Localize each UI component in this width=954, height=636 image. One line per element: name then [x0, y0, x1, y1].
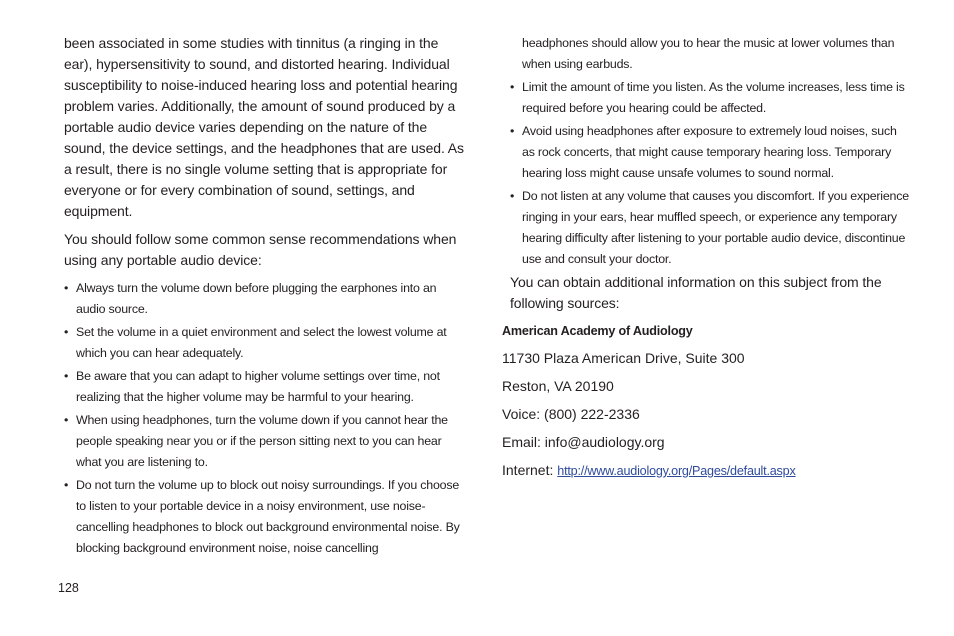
organization-name: American Academy of Audiology: [502, 324, 693, 338]
left-column: [64, 33, 464, 561]
organization-voice: Voice: (800) 222-2336: [502, 406, 640, 422]
list-item-text: When using headphones, turn the volume down if you cannot hear the people speaking near you or if the person sitting next to you can hear what you are listening to.: [76, 413, 448, 469]
internet-label: Internet:: [502, 462, 558, 478]
organization-city: Reston, VA 20190: [502, 378, 614, 394]
bullet-icon: •: [64, 478, 69, 492]
bullet-icon: •: [510, 189, 515, 203]
bullet-icon: •: [64, 281, 69, 295]
list-item: [64, 410, 464, 473]
bullet-icon: •: [510, 124, 515, 138]
list-item-text: Do not turn the volume up to block out noisy surroundings. If you choose to listen to your portable device in a noisy environment, use noise-cancelling headphones to block out background environmental noise. By blocking background environment noise, noise cancelling: [76, 478, 460, 555]
continuation-text: headphones should allow you to hear the music at lower volumes than when using earbuds.: [522, 36, 895, 71]
bullet-icon: •: [64, 369, 69, 383]
list-item: [502, 186, 912, 270]
recommendation-list-continued: [502, 77, 912, 270]
recommendation-paragraph: You should follow some common sense recommendations when using any portable audio device:: [64, 231, 457, 268]
list-item: [64, 366, 464, 408]
list-item: [64, 278, 464, 320]
list-item-text: Avoid using headphones after exposure to extremely loud noises, such as rock concerts, that might cause temporary hearing loss. Temporary hearing loss might cause unsafe volumes to sound normal.: [522, 124, 897, 180]
organization-street: 11730 Plaza American Drive, Suite 300: [502, 350, 745, 366]
list-item: [64, 475, 464, 559]
list-item-text: Be aware that you can adapt to higher volume settings over time, not realizing that the higher volume may be harmful to your hearing.: [76, 369, 440, 404]
list-item-text: Set the volume in a quiet environment and select the lowest volume at which you can hear adequately.: [76, 325, 447, 360]
list-item-text: Do not listen at any volume that causes you discomfort. If you experience ringing in your ears, hear muffled speech, or experience any temporary hearing difficulty after listening to your portable audio device, discontinue use and consult your doctor.: [522, 189, 909, 266]
list-item-text: Limit the amount of time you listen. As the volume increases, less time is required before you hearing could be affected.: [522, 80, 905, 115]
list-item-text: Always turn the volume down before plugging the earphones into an audio source.: [76, 281, 437, 316]
recommendation-list: [64, 278, 464, 559]
organization-email: Email: info@audiology.org: [502, 434, 665, 450]
right-column: [502, 33, 912, 482]
intro-paragraph: been associated in some studies with tinnitus (a ringing in the ear), hypersensitivity to sound, and distorted hearing. Individual susceptibility to noise-induced hearing loss and potential hearing problem varies. Additionally, the amount of sound produced by a portable audio device varies depending on the nature of the sound, the device settings, and the headphones that are used. As a result, there is no single volume setting that is appropriate for everyone or for every combination of sound, settings, and equipment.: [64, 35, 464, 219]
sources-paragraph: You can obtain additional information on this subject from the following sources:: [510, 274, 882, 311]
bullet-icon: •: [510, 80, 515, 94]
list-item: [502, 77, 912, 119]
bullet-icon: •: [64, 325, 69, 339]
organization-internet: [502, 460, 912, 482]
page-number: 128: [58, 581, 79, 595]
list-item: [502, 121, 912, 184]
list-item: [64, 322, 464, 364]
bullet-icon: •: [64, 413, 69, 427]
audiology-website-link[interactable]: http://www.audiology.org/Pages/default.aspx: [557, 464, 796, 478]
